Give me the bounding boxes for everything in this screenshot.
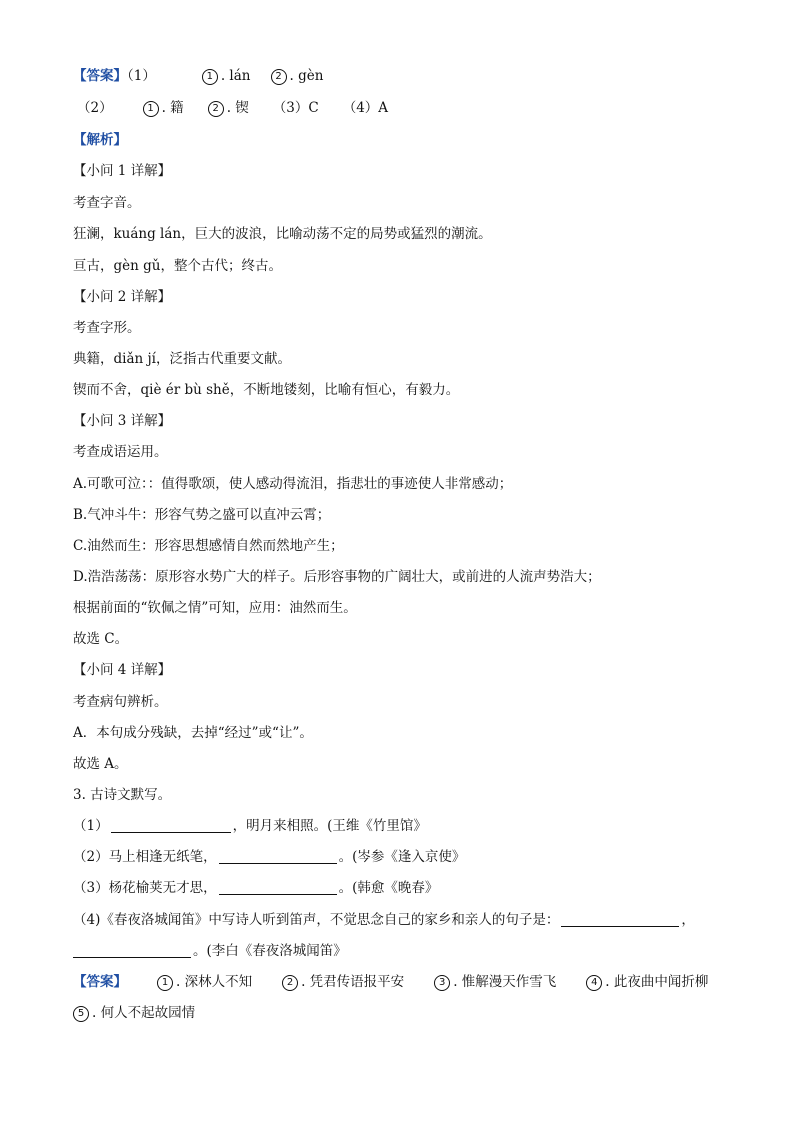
- text-line: 考查字形。: [73, 320, 141, 336]
- question-number-1: （1）: [127, 68, 156, 84]
- poem-line-4: [73, 911, 695, 929]
- circled-number: 1: [157, 975, 173, 991]
- answer-text: . 凭君传语报平安: [301, 974, 405, 990]
- poem-text: （2）马上相逢无纸笔，: [73, 849, 217, 865]
- circled-number: 1: [143, 101, 159, 117]
- poem-text: ，明月来相照。(王维《竹里馆》: [232, 818, 427, 834]
- text-line: C.油然而生：形容思想感情自然而然地产生；: [73, 538, 344, 554]
- answer-text: . lán: [220, 68, 251, 84]
- text-line: B.气冲斗牛：形容气势之盛可以直冲云霄；: [73, 507, 331, 523]
- text-line: 考查成语运用。: [73, 444, 168, 460]
- text-line: A.可歌可泣：：值得歌颂，使人感动得流泪，指悲壮的事迹使人非常感动；: [73, 476, 513, 492]
- text-line: 亘古，gèn gǔ，整个古代；终古。: [73, 258, 282, 274]
- answer-text: . 籍: [161, 100, 184, 116]
- text-line: 故选 A。: [73, 756, 128, 772]
- circled-number: 1: [202, 69, 218, 85]
- text-line: 故选 C。: [73, 631, 129, 647]
- answer-text: . 深林人不知: [176, 974, 253, 990]
- text-line: 考查字音。: [73, 195, 141, 211]
- section-heading: 【小问 2 详解】: [73, 289, 172, 305]
- text-line: 典籍，diǎn jí，泛指古代重要文献。: [73, 351, 291, 367]
- fill-blank: [219, 881, 337, 895]
- poem-line-3: [73, 879, 438, 897]
- poem-text: 。(韩愈《晚春》: [338, 880, 439, 896]
- answer-text: （3）C: [272, 100, 319, 116]
- answer-text: . gèn: [289, 68, 324, 84]
- poem-text: 。(岑参《逢入京使》: [338, 849, 466, 865]
- poem-text: 。(李白《春夜洛城闻笛》: [193, 943, 347, 959]
- question-number-2: （2）: [77, 100, 113, 116]
- answer-text: . 惟解漫天作雪飞: [453, 974, 557, 990]
- circled-number: 2: [208, 101, 224, 117]
- section-heading: 【小问 1 详解】: [73, 163, 172, 179]
- analysis-tag: 【解析】: [73, 132, 127, 148]
- answer-text: . 此夜曲中闻折柳: [605, 974, 709, 990]
- poem-line-2: [73, 848, 465, 866]
- circled-number: 3: [434, 975, 450, 991]
- answer-line-1: [73, 67, 323, 85]
- fill-blank: [561, 913, 679, 927]
- text-line: 狂澜，kuáng lán，巨大的波浪，比喻动荡不定的局势或猛烈的潮流。: [73, 226, 492, 242]
- poem-text: （4)《春夜洛城闻笛》中写诗人听到笛声，不觉思念自己的家乡和亲人的句子是：: [73, 912, 560, 928]
- answer-text: . 何人不起故园情: [92, 1005, 196, 1021]
- poem-line-5: [73, 942, 347, 960]
- answer-text: . 锲: [226, 100, 249, 116]
- answer-tag: 【答案】: [73, 974, 127, 990]
- poem-line-1: [73, 817, 427, 835]
- section-heading: 【小问 4 详解】: [73, 662, 172, 678]
- circled-number: 2: [271, 69, 287, 85]
- poem-text: ，: [681, 912, 695, 928]
- answer-text: （4）A: [342, 100, 389, 116]
- circled-number: 5: [73, 1006, 89, 1022]
- fill-blank: [219, 850, 337, 864]
- section-heading: 【小问 3 详解】: [73, 413, 172, 429]
- text-line: 考查病句辨析。: [73, 694, 168, 710]
- poem-text: （3）杨花榆荚无才思，: [73, 880, 217, 896]
- fill-blank: [73, 944, 191, 958]
- text-line: D.浩浩荡荡：原形容水势广大的样子。后形容事物的广阔壮大，或前进的人流声势浩大；: [73, 569, 601, 585]
- answer-line-2: [77, 99, 388, 117]
- final-answer-line: [73, 973, 708, 991]
- text-line: 锲而不舍，qiè ér bù shě，不断地镂刻，比喻有恒心，有毅力。: [73, 382, 460, 398]
- answer-tag: 【答案】: [73, 68, 127, 84]
- circled-number: 2: [282, 975, 298, 991]
- text-line: A．本句成分残缺，去掉“经过”或“让”。: [73, 725, 313, 741]
- question-heading: 3. 古诗文默写。: [73, 787, 172, 803]
- text-line: 根据前面的“钦佩之情”可知，应用：油然而生。: [73, 600, 357, 616]
- circled-number: 4: [586, 975, 602, 991]
- final-answer-line-2: [73, 1004, 195, 1022]
- fill-blank: [111, 819, 231, 833]
- poem-text: （1）: [73, 818, 109, 834]
